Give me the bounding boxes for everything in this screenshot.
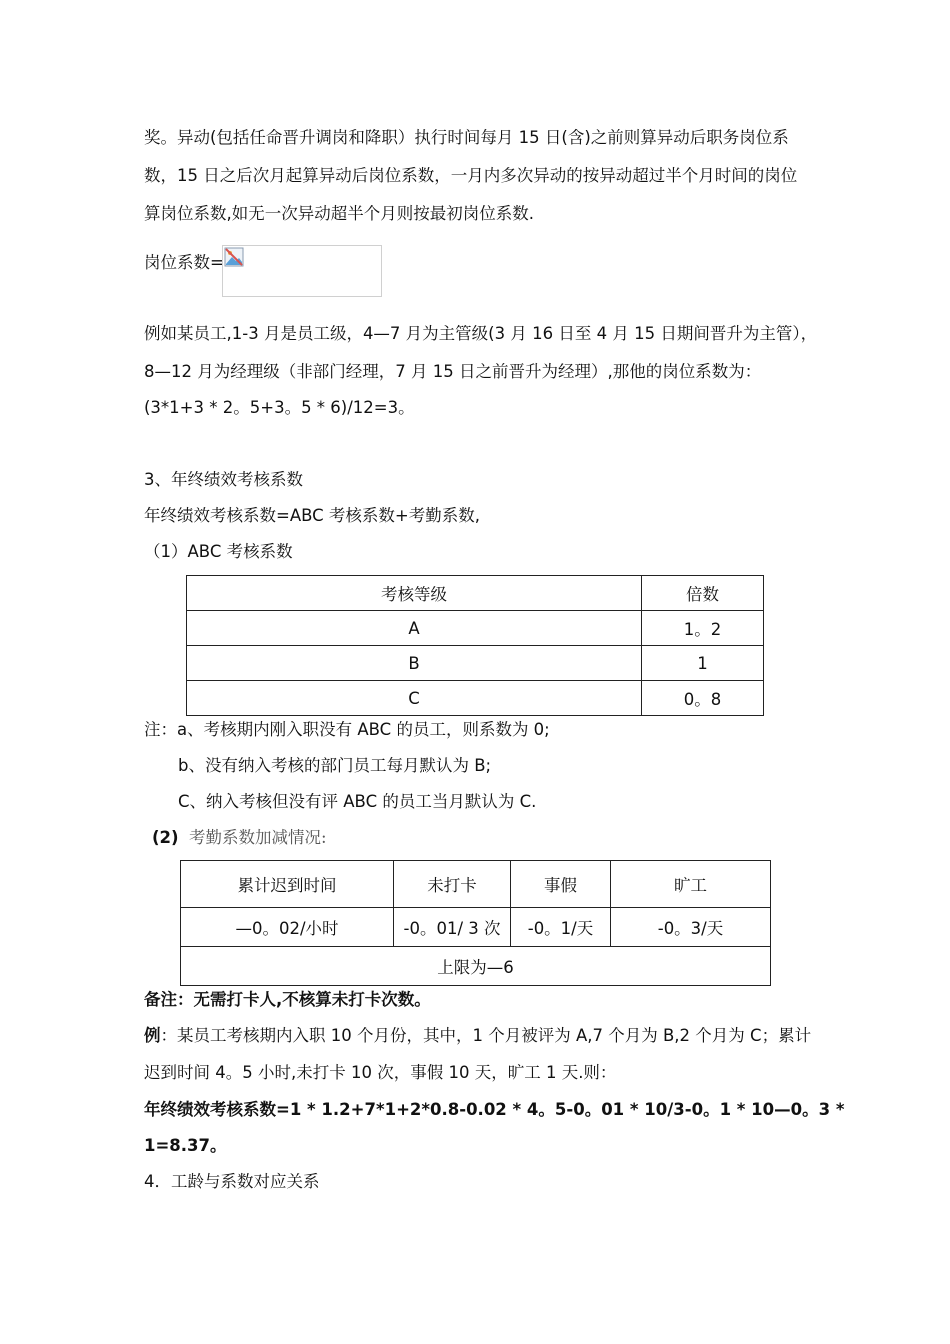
value-cell: -0。1/天 xyxy=(511,908,611,947)
example-label: 例 xyxy=(144,1026,161,1045)
value-cell: —0。02/小时 xyxy=(181,908,394,947)
note-line: b、没有纳入考核的部门员工每月默认为 B; xyxy=(178,756,492,775)
table-row xyxy=(187,646,764,681)
table-header-row xyxy=(181,861,771,908)
subsection-number: (2) xyxy=(152,828,179,847)
multiplier-cell: 0。8 xyxy=(642,681,764,716)
example-text: ：某员工考核期内入职 10 个月份，其中，1 个月被评为 A,7 个月为 B,2 个月为 C；累计 xyxy=(160,1026,812,1045)
example-line: 例如某员工,1-3 月是员工级，4—7 月为主管级(3 月 16 日至 4 月 15 日期间晋升为主管）， xyxy=(144,324,818,343)
subsection-title: （1）ABC 考核系数 xyxy=(144,542,293,561)
example-line: 8—12 月为经理级（非部门经理，7 月 15 日之前晋升为经理）,那他的岗位系数为： xyxy=(144,362,762,381)
header-cell: 考核等级 xyxy=(187,576,642,611)
section-title: 4．工龄与系数对应关系 xyxy=(144,1172,320,1191)
subsection-title: 考勤系数加减情况: xyxy=(189,828,327,847)
remark: 备注：无需打卡人,不核算未打卡次数。 xyxy=(144,990,431,1009)
header-cell: 倍数 xyxy=(642,576,764,611)
table-row xyxy=(187,681,764,716)
calculation-line: 年终绩效考核系数=1 * 1.2+7*1+2*0.8-0.02 * 4。5-0。01 * 10/3-0。1 * 10—0。3 * xyxy=(144,1100,845,1119)
example-line: (3*1+3 * 2。5+3。5 * 6)/12=3。 xyxy=(144,398,415,417)
note-line: 注：a、考核期内刚入职没有 ABC 的员工，则系数为 0; xyxy=(144,720,550,739)
paragraph-line: 奖。异动(包括任命晋升调岗和降职）执行时间每月 15 日(含)之前则算异动后职务岗位系 xyxy=(144,128,789,147)
abc-coefficient-table xyxy=(186,575,764,716)
value-cell: -0。01/ 3 次 xyxy=(394,908,511,947)
grade-cell: B xyxy=(187,646,642,681)
header-cell: 未打卡 xyxy=(394,861,511,908)
grade-cell: C xyxy=(187,681,642,716)
section-definition: 年终绩效考核系数=ABC 考核系数+考勤系数, xyxy=(144,506,480,525)
header-cell: 累计迟到时间 xyxy=(181,861,394,908)
header-cell: 事假 xyxy=(511,861,611,908)
broken-image-icon xyxy=(224,247,244,267)
grade-cell: A xyxy=(187,611,642,646)
note-line: C、纳入考核但没有评 ABC 的员工当月默认为 C. xyxy=(178,792,537,811)
table-row xyxy=(187,611,764,646)
limit-cell: 上限为—6 xyxy=(181,947,771,986)
multiplier-cell: 1。2 xyxy=(642,611,764,646)
header-cell: 旷工 xyxy=(611,861,771,908)
table-row xyxy=(181,908,771,947)
section-title: 3、年终绩效考核系数 xyxy=(144,470,303,489)
calculation-line: 1=8.37。 xyxy=(144,1136,227,1155)
example-line xyxy=(144,1026,811,1046)
value-cell: -0。3/天 xyxy=(611,908,771,947)
table-row xyxy=(181,947,771,986)
paragraph-line: 算岗位系数,如无一次异动超半个月则按最初岗位系数. xyxy=(144,204,534,223)
multiplier-cell: 1 xyxy=(642,646,764,681)
paragraph-line: 数，15 日之后次月起算异动后岗位系数，一月内多次异动的按异动超过半个月时间的岗位 xyxy=(144,166,798,185)
formula-image xyxy=(222,245,382,297)
formula-label: 岗位系数= xyxy=(144,253,224,272)
table-header-row xyxy=(187,576,764,611)
example-line: 迟到时间 4。5 小时,未打卡 10 次，事假 10 天，旷工 1 天.则： xyxy=(144,1063,617,1082)
attendance-coefficient-table xyxy=(180,860,771,986)
